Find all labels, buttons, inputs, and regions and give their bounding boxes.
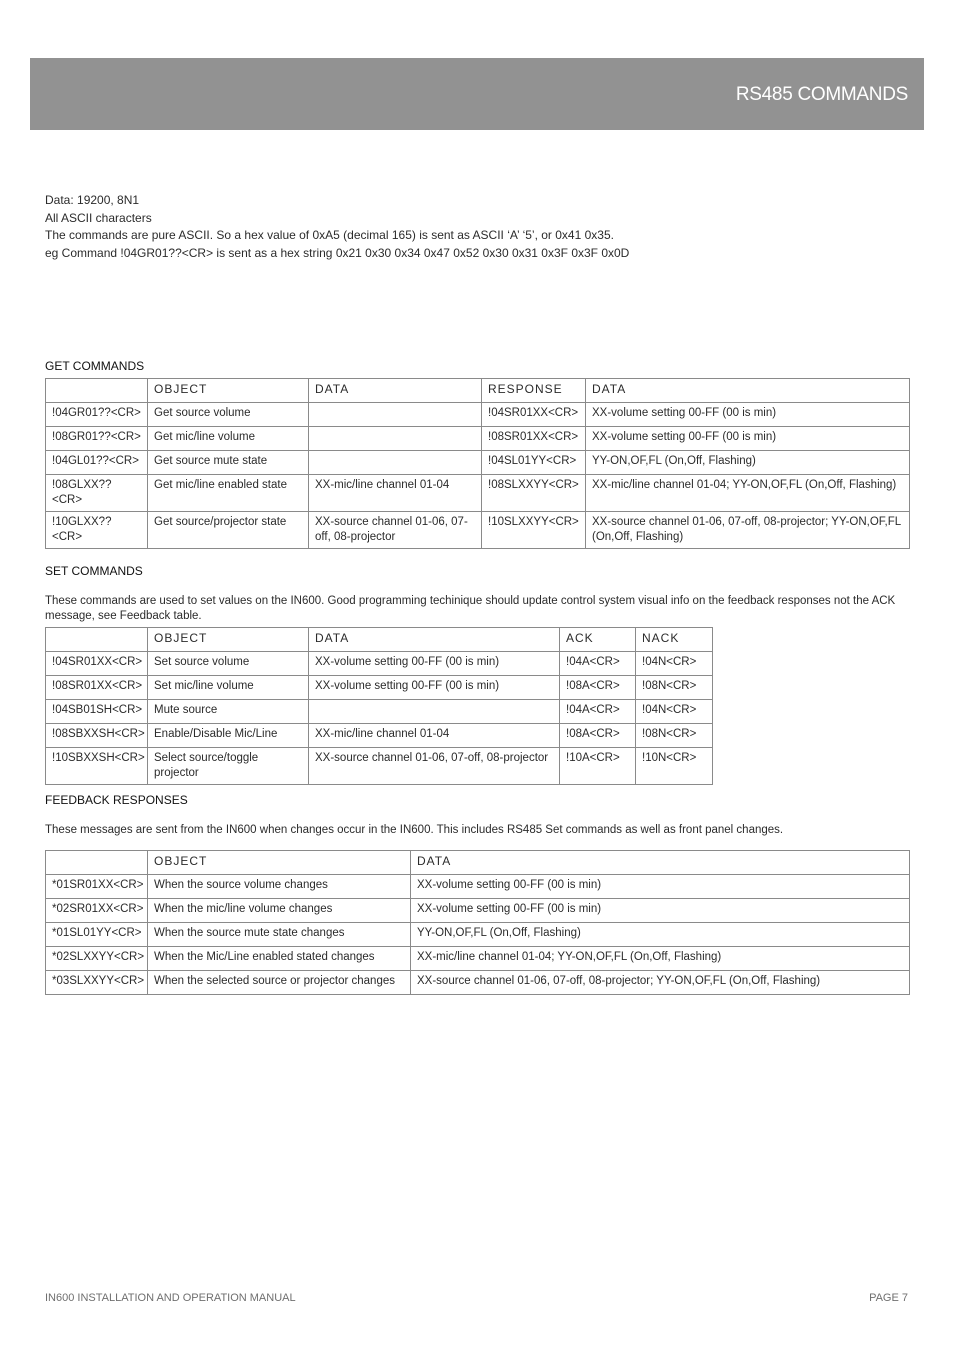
- table-cell: !04A<CR>: [560, 700, 636, 724]
- table-cell: Mute source: [148, 700, 309, 724]
- feedback-responses-title: FEEDBACK RESPONSES: [45, 793, 188, 807]
- table-cell: !08SLXXYY<CR>: [482, 475, 586, 512]
- table-cell: *01SL01YY<CR>: [46, 923, 148, 947]
- column-header: [46, 851, 148, 875]
- table-cell: XX-source channel 01-06, 07-off, 08-projector; YY-ON,OF,FL (On,Off, Flashing): [586, 512, 910, 549]
- feedback-responses-table: [45, 850, 910, 995]
- table-cell: !10A<CR>: [560, 748, 636, 785]
- table-cell: !08SR01XX<CR>: [46, 676, 148, 700]
- table-cell: XX-source channel 01-06, 07-off, 08-projector; YY-ON,OF,FL (On,Off, Flashing): [411, 971, 910, 995]
- table-row: [46, 947, 910, 971]
- table-cell: XX-volume setting 00-FF (00 is min): [586, 427, 910, 451]
- feedback-responses-description: These messages are sent from the IN600 when changes occur in the IN600. This includes RS485 Set commands as well as front panel changes.: [45, 824, 784, 836]
- header-bar: [30, 58, 924, 130]
- column-header: DATA: [309, 379, 482, 403]
- intro-line: All ASCII characters: [45, 210, 152, 225]
- table-row: [46, 451, 910, 475]
- table-row: [46, 676, 713, 700]
- intro-line: Data: 19200, 8N1: [45, 193, 140, 207]
- table-cell: XX-mic/line channel 01-04; YY-ON,OF,FL (On,Off, Flashing): [586, 475, 910, 512]
- column-header: OBJECT: [148, 851, 411, 875]
- table-cell: XX-volume setting 00-FF (00 is min): [586, 403, 910, 427]
- table-cell: XX-volume setting 00-FF (00 is min): [309, 676, 560, 700]
- table-cell: [309, 700, 560, 724]
- table-cell: !08GR01??<CR>: [46, 427, 148, 451]
- table-cell: !10N<CR>: [636, 748, 713, 785]
- set-commands-title: SET COMMANDS: [45, 564, 143, 578]
- table-cell: When the mic/line volume changes: [148, 899, 411, 923]
- table-cell: *03SLXXYY<CR>: [46, 971, 148, 995]
- table-cell: YY-ON,OF,FL (On,Off, Flashing): [411, 923, 910, 947]
- table-body: [46, 875, 910, 995]
- table-cell: *02SLXXYY<CR>: [46, 947, 148, 971]
- table-cell: !08GLXX??<CR>: [46, 475, 148, 512]
- get-commands-table: [45, 378, 910, 549]
- table-row: [46, 875, 910, 899]
- table-cell: !04N<CR>: [636, 700, 713, 724]
- table-cell: XX-volume setting 00-FF (00 is min): [411, 875, 910, 899]
- table-cell: !08A<CR>: [560, 676, 636, 700]
- column-header: DATA: [309, 628, 560, 652]
- set-commands-description: These commands are used to set values on the IN600. Good programming techinique should update control system visual info on the feedback responses not the ACK message, see Feedback table.: [45, 595, 896, 622]
- table-cell: XX-volume setting 00-FF (00 is min): [309, 652, 560, 676]
- table-cell: XX-volume setting 00-FF (00 is min): [411, 899, 910, 923]
- table-cell: !04GR01??<CR>: [46, 403, 148, 427]
- table-header-row: [46, 851, 910, 875]
- table-body: [46, 652, 713, 785]
- table-cell: Get mic/line enabled state: [148, 475, 309, 512]
- table-header-row: [46, 379, 910, 403]
- column-header: ACK: [560, 628, 636, 652]
- footer-page-number: PAGE 7: [869, 1292, 908, 1304]
- table-cell: Set source volume: [148, 652, 309, 676]
- footer-manual-title: IN600 INSTALLATION AND OPERATION MANUAL: [45, 1292, 296, 1304]
- table-cell: !08SR01XX<CR>: [482, 427, 586, 451]
- table-row: [46, 748, 713, 785]
- intro-line: The commands are pure ASCII. So a hex value of 0xA5 (decimal 165) is sent as ASCII ‘A’ ‘5’, or 0x41 0x35.: [45, 228, 614, 243]
- table-cell: Get mic/line volume: [148, 427, 309, 451]
- table-row: [46, 700, 713, 724]
- column-header: OBJECT: [148, 628, 309, 652]
- table-row: [46, 403, 910, 427]
- table-cell: !08N<CR>: [636, 676, 713, 700]
- table-row: [46, 724, 713, 748]
- table-row: [46, 427, 910, 451]
- table-header-row: [46, 628, 713, 652]
- table-cell: !04SL01YY<CR>: [482, 451, 586, 475]
- table-cell: !04SR01XX<CR>: [482, 403, 586, 427]
- table-header: [46, 851, 910, 875]
- set-commands-table: [45, 627, 713, 785]
- table-cell: When the Mic/Line enabled stated changes: [148, 947, 411, 971]
- table-row: [46, 475, 910, 512]
- get-commands-title: GET COMMANDS: [45, 359, 145, 373]
- table-cell: XX-source channel 01-06, 07-off, 08-projector: [309, 748, 560, 785]
- table-cell: *01SR01XX<CR>: [46, 875, 148, 899]
- table-cell: [309, 427, 482, 451]
- table-row: [46, 652, 713, 676]
- column-header: [46, 379, 148, 403]
- table-cell: XX-mic/line channel 01-04: [309, 475, 482, 512]
- table-cell: !04SB01SH<CR>: [46, 700, 148, 724]
- table-cell: XX-source channel 01-06, 07-off, 08-projector: [309, 512, 482, 549]
- table-cell: !08SBXXSH<CR>: [46, 724, 148, 748]
- column-header: DATA: [411, 851, 910, 875]
- table-header: [46, 628, 713, 652]
- table-header: [46, 379, 910, 403]
- table-cell: Get source volume: [148, 403, 309, 427]
- table-cell: !10SBXXSH<CR>: [46, 748, 148, 785]
- column-header: OBJECT: [148, 379, 309, 403]
- table-cell: YY-ON,OF,FL (On,Off, Flashing): [586, 451, 910, 475]
- table-cell: [309, 451, 482, 475]
- table-cell: !08A<CR>: [560, 724, 636, 748]
- table-cell: Get source/projector state: [148, 512, 309, 549]
- table-cell: !08N<CR>: [636, 724, 713, 748]
- table-row: [46, 512, 910, 549]
- table-cell: *02SR01XX<CR>: [46, 899, 148, 923]
- column-header: DATA: [586, 379, 910, 403]
- table-cell: !04N<CR>: [636, 652, 713, 676]
- table-cell: !04A<CR>: [560, 652, 636, 676]
- table-cell: When the selected source or projector changes: [148, 971, 411, 995]
- table-row: [46, 923, 910, 947]
- table-cell: XX-mic/line channel 01-04: [309, 724, 560, 748]
- column-header: NACK: [636, 628, 713, 652]
- table-row: [46, 971, 910, 995]
- table-row: [46, 899, 910, 923]
- column-header: [46, 628, 148, 652]
- table-cell: !10GLXX??<CR>: [46, 512, 148, 549]
- table-body: [46, 403, 910, 549]
- intro-block: [45, 192, 629, 262]
- page-title: RS485 COMMANDS: [735, 84, 908, 105]
- table-cell: [309, 403, 482, 427]
- table-cell: When the source mute state changes: [148, 923, 411, 947]
- table-cell: XX-mic/line channel 01-04; YY-ON,OF,FL (On,Off, Flashing): [411, 947, 910, 971]
- table-cell: !04SR01XX<CR>: [46, 652, 148, 676]
- table-cell: Select source/toggle projector: [148, 748, 309, 785]
- table-cell: !04GL01??<CR>: [46, 451, 148, 475]
- table-cell: Get source mute state: [148, 451, 309, 475]
- table-cell: Enable/Disable Mic/Line: [148, 724, 309, 748]
- column-header: RESPONSE: [482, 379, 586, 403]
- table-cell: When the source volume changes: [148, 875, 411, 899]
- table-cell: Set mic/line volume: [148, 676, 309, 700]
- intro-line: eg Command !04GR01??<CR> is sent as a hex string 0x21 0x30 0x34 0x47 0x52 0x30 0x31 0x3F 0x3F 0x0D: [45, 245, 630, 260]
- table-cell: !10SLXXYY<CR>: [482, 512, 586, 549]
